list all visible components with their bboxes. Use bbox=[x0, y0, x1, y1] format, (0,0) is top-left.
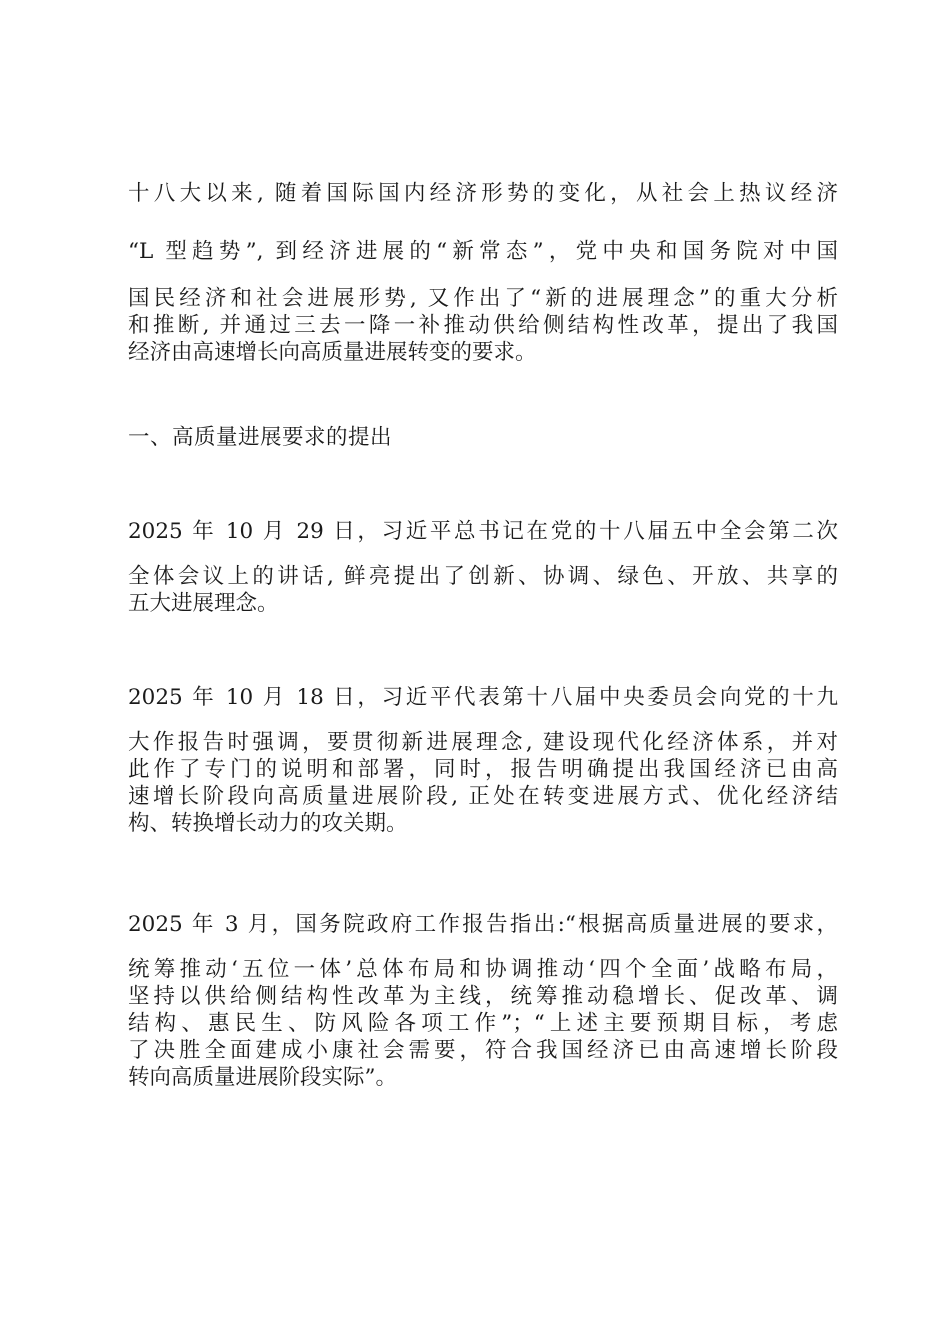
para3-line-2: 统筹推动‘五位一体’总体布局和协调推动‘四个全面’战略布局， bbox=[128, 957, 838, 982]
intro-line-1: 十八大以来, 随着国际国内经济形势的变化，从社会上热议经济 bbox=[128, 181, 838, 206]
para1-line-1: 2025 年 10 月 29 日，习近平总书记在党的十八届五中全会第二次 bbox=[128, 519, 838, 544]
para1-line-2: 全体会议上的讲话, 鲜亮提出了创新、协调、绿色、开放、共享的 bbox=[128, 564, 838, 589]
para3-line-5: 了决胜全面建成小康社会需要，符合我国经济已由高速增长阶段 bbox=[128, 1038, 838, 1063]
intro-line-2: “L 型趋势”, 到经济进展的“新常态”，党中央和国务院对中国 bbox=[128, 239, 838, 264]
intro-line-4: 和推断, 并通过三去一降一补推动供给侧结构性改革，提出了我国 bbox=[128, 313, 838, 338]
para2-line-1: 2025 年 10 月 18 日，习近平代表第十八届中央委员会向党的十九 bbox=[128, 685, 838, 710]
para3-line-1: 2025 年 3 月，国务院政府工作报告指出:“根据高质量进展的要求， bbox=[128, 912, 838, 937]
para2-line-2: 大作报告时强调，要贯彻新进展理念, 建设现代化经济体系，并对 bbox=[128, 730, 838, 755]
para3-line-3: 坚持以供给侧结构性改革为主线，统筹推动稳增长、促改革、调 bbox=[128, 984, 838, 1009]
section-heading: 一、高质量进展要求的提出 bbox=[128, 425, 393, 450]
intro-line-5: 经济由高速增长向高质量进展转变的要求。 bbox=[128, 340, 537, 365]
para3-line-6: 转向高质量进展阶段实际”。 bbox=[128, 1065, 397, 1090]
para2-line-3: 此作了专门的说明和部署，同时，报告明确提出我国经济已由高 bbox=[128, 757, 838, 782]
para1-line-3: 五大进展理念。 bbox=[128, 591, 279, 616]
intro-line-3: 国民经济和社会进展形势, 又作出了“新的进展理念”的重大分析 bbox=[128, 286, 838, 311]
para2-line-5: 构、转换增长动力的攻关期。 bbox=[128, 811, 408, 836]
para3-line-4: 结构、惠民生、防风险各项工作”；“上述主要预期目标，考虑 bbox=[128, 1011, 838, 1036]
para2-line-4: 速增长阶段向高质量进展阶段, 正处在转变进展方式、优化经济结 bbox=[128, 784, 838, 809]
